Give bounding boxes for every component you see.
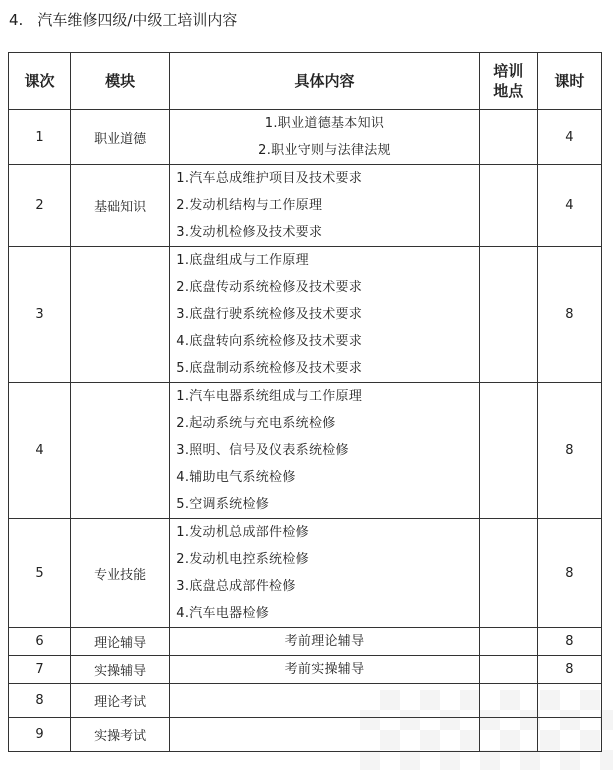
location-cell (479, 684, 537, 718)
header-location (479, 53, 537, 110)
content-line: 2.发动机电控系统检修 (176, 552, 309, 567)
location-cell (479, 165, 537, 247)
module-cell (71, 383, 170, 519)
content-line: 4.汽车电器检修 (176, 606, 270, 621)
header-location-line-2: 地点 (493, 82, 524, 100)
content-line: 5.底盘制动系统检修及技术要求 (176, 361, 363, 376)
content-cell (170, 718, 480, 752)
content-cell (170, 519, 480, 628)
hours-cell: 8 (537, 383, 601, 519)
module-cell: 实操辅导 (71, 656, 170, 684)
content-line: 1.发动机总成部件检修 (176, 525, 309, 540)
table-row (9, 718, 602, 752)
section-heading (9, 9, 237, 30)
lesson-cell: 1 (9, 110, 71, 165)
module-cell (71, 247, 170, 383)
hours-cell (537, 718, 601, 752)
lesson-cell: 5 (9, 519, 71, 628)
table-row (9, 247, 602, 383)
content-line: 考前理论辅导 (284, 634, 365, 649)
lesson-cell: 8 (9, 684, 71, 718)
content-cell (170, 628, 480, 656)
content-line: 3.底盘行驶系统检修及技术要求 (176, 307, 363, 322)
content-cell (170, 656, 480, 684)
header-module: 模块 (71, 53, 170, 110)
content-line: 1.汽车总成维护项目及技术要求 (176, 171, 363, 186)
content-cell (170, 684, 480, 718)
table-header-row (9, 53, 602, 110)
content-line: 考前实操辅导 (284, 662, 365, 677)
location-cell (479, 383, 537, 519)
content-cell (170, 165, 480, 247)
location-cell (479, 628, 537, 656)
module-cell: 实操考试 (71, 718, 170, 752)
location-cell (479, 718, 537, 752)
content-line: 3.底盘总成部件检修 (176, 579, 296, 594)
content-line: 2.起动系统与充电系统检修 (176, 416, 336, 431)
table-row (9, 110, 602, 165)
lesson-cell: 7 (9, 656, 71, 684)
module-cell: 理论辅导 (71, 628, 170, 656)
content-line: 4.底盘转向系统检修及技术要求 (176, 334, 363, 349)
table-row (9, 383, 602, 519)
lesson-cell: 3 (9, 247, 71, 383)
hours-cell: 8 (537, 247, 601, 383)
module-cell: 基础知识 (71, 165, 170, 247)
content-line: 1.汽车电器系统组成与工作原理 (176, 389, 363, 404)
header-location-line-1: 培训 (493, 62, 524, 80)
location-cell (479, 247, 537, 383)
location-cell (479, 656, 537, 684)
table-row (9, 656, 602, 684)
content-line: 1.底盘组成与工作原理 (176, 253, 309, 268)
lesson-cell: 2 (9, 165, 71, 247)
hours-cell (537, 684, 601, 718)
hours-cell: 4 (537, 165, 601, 247)
lesson-cell: 9 (9, 718, 71, 752)
location-cell (479, 519, 537, 628)
module-cell: 专业技能 (71, 519, 170, 628)
section-number: 4. (9, 11, 24, 29)
section-title: 汽车维修四级/中级工培训内容 (37, 11, 238, 29)
location-cell (479, 110, 537, 165)
hours-cell: 8 (537, 519, 601, 628)
training-table (8, 52, 602, 752)
lesson-cell: 4 (9, 383, 71, 519)
content-cell (170, 110, 480, 165)
hours-cell: 4 (537, 110, 601, 165)
header-hours: 课时 (537, 53, 601, 110)
content-cell (170, 247, 480, 383)
module-cell: 理论考试 (71, 684, 170, 718)
hours-cell: 8 (537, 628, 601, 656)
content-line: 2.职业守则与法律法规 (258, 143, 391, 158)
hours-cell: 8 (537, 656, 601, 684)
table-row (9, 628, 602, 656)
module-cell: 职业道德 (71, 110, 170, 165)
table-body (9, 110, 602, 752)
content-line: 1.职业道德基本知识 (264, 116, 385, 131)
content-line: 5.空调系统检修 (176, 497, 270, 512)
header-lesson: 课次 (9, 53, 71, 110)
content-line: 2.发动机结构与工作原理 (176, 198, 323, 213)
content-line: 3.照明、信号及仪表系统检修 (176, 443, 349, 458)
content-line: 2.底盘传动系统检修及技术要求 (176, 280, 363, 295)
header-content: 具体内容 (170, 53, 480, 110)
content-cell (170, 383, 480, 519)
content-line: 4.辅助电气系统检修 (176, 470, 296, 485)
table-row (9, 684, 602, 718)
table-row (9, 519, 602, 628)
lesson-cell: 6 (9, 628, 71, 656)
table-row (9, 165, 602, 247)
content-line: 3.发动机检修及技术要求 (176, 225, 323, 240)
